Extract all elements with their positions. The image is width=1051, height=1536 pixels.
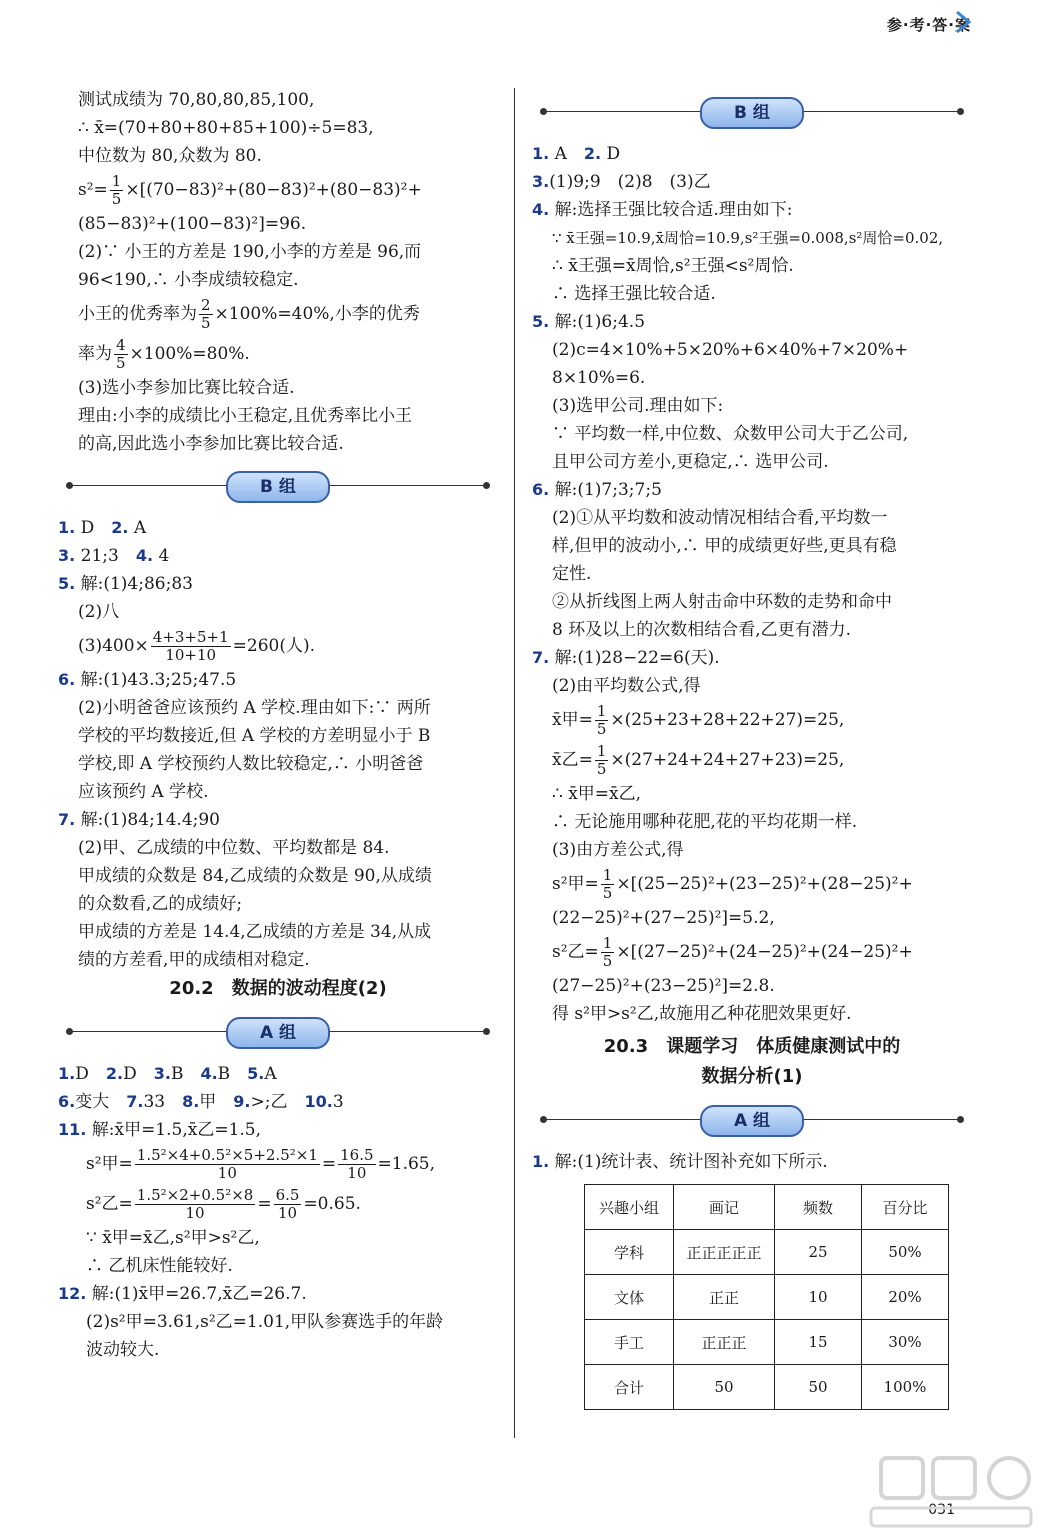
group-b-label: B 组 xyxy=(700,97,804,129)
left-column xyxy=(58,86,498,1364)
math-line: s²乙= $\frac{1}{5}$ ×[(27−25)²+(24−25)²+(24−25)²+ xyxy=(552,934,913,970)
text-line: 的众数看,乙的成绩好; xyxy=(78,894,243,914)
fraction: $\frac{6.5}{10}$ xyxy=(275,1186,300,1222)
table-cell: 50% xyxy=(862,1230,949,1275)
text-line: ∴ x̄王强=x̄周恰,s²王强<s²周恰. xyxy=(552,256,794,276)
answer-line: 12. 解:(1)x̄甲=26.7,x̄乙=26.7. xyxy=(58,1284,307,1304)
section-title: 20.3 课题学习 体质健康测试中的 xyxy=(603,1036,901,1057)
table-cell: 正正 xyxy=(674,1275,775,1320)
right-column xyxy=(532,90,972,1410)
answer-line: 7. 解:(1)84;14.4;90 xyxy=(58,810,221,830)
table-cell: 50 xyxy=(775,1365,862,1410)
text-line: 学校的平均数接近,但 A 学校的方差明显小于 B xyxy=(78,726,431,746)
answer-line: 3.(1)9;9 (2)8 (3)乙 xyxy=(532,172,711,192)
math-line: s²= $\frac{1}{5}$ ×[(70−83)²+(80−83)²+(80−83)²+ xyxy=(78,172,422,208)
table-cell: 25 xyxy=(775,1230,862,1275)
answer-line: 1. A 2. D xyxy=(532,144,621,164)
group-a-divider xyxy=(532,1098,972,1142)
watermark-logo-icon xyxy=(861,1452,1041,1532)
answer-line: 11. 解:x̄甲=1.5,x̄乙=1.5, xyxy=(58,1120,262,1140)
table-cell: 文体 xyxy=(585,1275,674,1320)
text-line: ∴ x̄=(70+80+80+85+100)÷5=83, xyxy=(78,118,374,138)
text-line: 甲成绩的方差是 14.4,乙成绩的方差是 34,从成 xyxy=(78,922,432,942)
text-line: (2)小明爸爸应该预约 A 学校.理由如下:∵ 两所 xyxy=(78,698,431,718)
fraction: $\frac{\text{1.5²×4+0.5²×5+2.5²×1}}{10}$ xyxy=(136,1146,318,1182)
answer-line: 5. 解:(1)6;4.5 xyxy=(532,312,646,332)
text-line: 8 环及以上的次数相结合看,乙更有潜力. xyxy=(552,620,852,640)
text-line: (3)选甲公司.理由如下: xyxy=(552,396,724,416)
fraction: $\frac{1}{5}$ xyxy=(602,934,613,970)
fraction: $\frac{1}{5}$ xyxy=(602,866,613,902)
text-line: 且甲公司方差小,更稳定,∴ 选甲公司. xyxy=(552,452,829,472)
stat-table xyxy=(584,1184,949,1410)
page-header: 参·考·答·案 xyxy=(886,16,971,34)
fraction: $\frac{4+3+5+1}{10+10}$ xyxy=(152,628,229,664)
group-a-label: A 组 xyxy=(226,1017,330,1049)
answer-line: 1. D 2. A xyxy=(58,518,147,538)
text-line: ∴ 无论施用哪种花肥,花的平均花期一样. xyxy=(552,812,858,832)
answer-line: 3. 21;3 4. 4 xyxy=(58,546,170,566)
text-line: 得 s²甲>s²乙,故施用乙种花肥效果更好. xyxy=(552,1004,852,1024)
text-line: 样,但甲的波动小,∴ 甲的成绩更好些,更具有稳 xyxy=(552,536,897,556)
answer-line: 1.D 2.D 3.B 4.B 5.A xyxy=(58,1064,277,1084)
text-line: (2)①从平均数和波动情况相结合看,平均数一 xyxy=(552,508,888,528)
text-line: (3)选小李参加比赛比较合适. xyxy=(78,378,295,398)
table-cell: 10 xyxy=(775,1275,862,1320)
group-a-label: A 组 xyxy=(700,1105,804,1137)
text-line: ②从折线图上两人射击命中环数的走势和命中 xyxy=(552,592,892,612)
text-line: ∵ x̄甲=x̄乙,s²甲>s²乙, xyxy=(86,1228,260,1248)
table-cell: 20% xyxy=(862,1275,949,1320)
text-line: 中位数为 80,众数为 80. xyxy=(78,146,262,166)
text-line: (2)八 xyxy=(78,602,120,622)
table-cell: 正正正正正 xyxy=(674,1230,775,1275)
page-number: 031 xyxy=(928,1502,955,1518)
fraction: $\frac{1}{5}$ xyxy=(596,742,607,778)
text-line: 定性. xyxy=(552,564,592,584)
answer-line: 5. 解:(1)4;86;83 xyxy=(58,574,193,594)
text-line: ∴ x̄甲=x̄乙, xyxy=(552,784,642,804)
answer-line: 1. 解:(1)统计表、统计图补充如下所示. xyxy=(532,1152,828,1172)
table-cell: 合计 xyxy=(585,1365,674,1410)
fraction: $\frac{\text{1.5²×2+0.5²×8}}{10}$ xyxy=(136,1186,254,1222)
text-line: (2)c=4×10%+5×20%+6×40%+7×20%+ xyxy=(552,340,909,360)
text-line: 理由:小李的成绩比小王稳定,且优秀率比小王 xyxy=(78,406,413,426)
text-line: ∴ 选择王强比较合适. xyxy=(552,284,716,304)
section-title: 数据分析(1) xyxy=(701,1066,803,1087)
text-line: 绩的方差看,甲的成绩相对稳定. xyxy=(78,950,310,970)
text-line: (85−83)²+(100−83)²]=96. xyxy=(78,214,307,234)
text-line: ∵ 平均数一样,中位数、众数甲公司大于乙公司, xyxy=(552,424,909,444)
text-line: 8×10%=6. xyxy=(552,368,646,388)
text-line: 的高,因此选小李参加比赛比较合适. xyxy=(78,434,344,454)
math-line: 率为 $\frac{4}{5}$ ×100%=80%. xyxy=(78,336,250,372)
table-cell: 正正正 xyxy=(674,1320,775,1365)
table-cell: 手工 xyxy=(585,1320,674,1365)
text-line: 波动较大. xyxy=(86,1340,160,1360)
text-line: (2)甲、乙成绩的中位数、平均数都是 84. xyxy=(78,838,390,858)
section-title: 20.2 数据的波动程度(2) xyxy=(169,978,387,999)
fraction: $\frac{1}{5}$ xyxy=(596,702,607,738)
group-a-divider xyxy=(58,1010,498,1054)
text-line: 测试成绩为 70,80,80,85,100, xyxy=(78,90,315,110)
math-line: s²乙= $\frac{\text{1.5²×2+0.5²×8}}{10}$ = $\frac{6.5}{10}$ =0.65. xyxy=(86,1186,361,1222)
text-line: 96<190,∴ 小李成绩较稳定. xyxy=(78,270,299,290)
answer-line: 4. 解:选择王强比较合适.理由如下: xyxy=(532,200,793,220)
text-line: (22−25)²+(27−25)²]=5.2, xyxy=(552,908,775,928)
text-line: (2)∵ 小王的方差是 190,小李的方差是 96,而 xyxy=(78,242,422,262)
table-header: 百分比 xyxy=(862,1185,949,1230)
math-line: 小王的优秀率为 $\frac{2}{5}$ ×100%=40%,小李的优秀 xyxy=(78,296,420,332)
fraction: $\frac{2}{5}$ xyxy=(201,296,211,332)
table-cell: 30% xyxy=(862,1320,949,1365)
table-cell: 100% xyxy=(862,1365,949,1410)
text-line: (2)s²甲=3.61,s²乙=1.01,甲队参赛选手的年龄 xyxy=(86,1312,444,1332)
text-line: (2)由平均数公式,得 xyxy=(552,676,701,696)
table-cell: 50 xyxy=(674,1365,775,1410)
group-b-divider xyxy=(58,464,498,508)
table-header-row xyxy=(585,1185,949,1230)
table-row xyxy=(585,1320,949,1365)
math-line: x̄甲= $\frac{1}{5}$ ×(25+23+28+22+27)=25, xyxy=(552,702,845,738)
text-line: (3)由方差公式,得 xyxy=(552,840,684,860)
group-b-label: B 组 xyxy=(226,471,330,503)
chevron-right-icon xyxy=(953,10,973,34)
answer-line: 6.变大 7.33 8.甲 9.>;乙 10.3 xyxy=(58,1092,344,1112)
text-line: 甲成绩的众数是 84,乙成绩的众数是 90,从成绩 xyxy=(78,866,432,886)
text-line: ∵ x̄王强=10.9,x̄周恰=10.9,s²王强=0.008,s²周恰=0.02, xyxy=(552,229,944,247)
table-row xyxy=(585,1365,949,1410)
group-b-divider xyxy=(532,90,972,134)
table-header: 频数 xyxy=(775,1185,862,1230)
math-line: s²甲= $\frac{\text{1.5²×4+0.5²×5+2.5²×1}}{10}$ = $\frac{16.5}{10}$ =1.65, xyxy=(86,1146,436,1182)
math-line: (3)400× $\frac{4+3+5+1}{10+10}$ =260(人). xyxy=(78,628,316,664)
table-cell: 15 xyxy=(775,1320,862,1365)
column-divider xyxy=(514,88,515,1438)
text-line: ∴ 乙机床性能较好. xyxy=(86,1256,233,1276)
text-line: (27−25)²+(23−25)²]=2.8. xyxy=(552,976,775,996)
table-row xyxy=(585,1230,949,1275)
table-row xyxy=(585,1275,949,1320)
table-header: 画记 xyxy=(674,1185,775,1230)
text-line: 应该预约 A 学校. xyxy=(78,782,209,802)
table-header: 兴趣小组 xyxy=(585,1185,674,1230)
fraction: $\frac{16.5}{10}$ xyxy=(340,1146,374,1182)
answer-line: 7. 解:(1)28−22=6(天). xyxy=(532,648,720,668)
fraction: $\frac{4}{5}$ xyxy=(116,336,126,372)
answer-line: 6. 解:(1)43.3;25;47.5 xyxy=(58,670,237,690)
math-line: x̄乙= $\frac{1}{5}$ ×(27+24+24+27+23)=25, xyxy=(552,742,845,778)
math-line: s²甲= $\frac{1}{5}$ ×[(25−25)²+(23−25)²+(28−25)²+ xyxy=(552,866,913,902)
answer-line: 6. 解:(1)7;3;7;5 xyxy=(532,480,662,500)
fraction: $\frac{1}{5}$ xyxy=(111,172,122,208)
text-line: 学校,即 A 学校预约人数比较稳定,∴ 小明爸爸 xyxy=(78,754,424,774)
table-cell: 学科 xyxy=(585,1230,674,1275)
